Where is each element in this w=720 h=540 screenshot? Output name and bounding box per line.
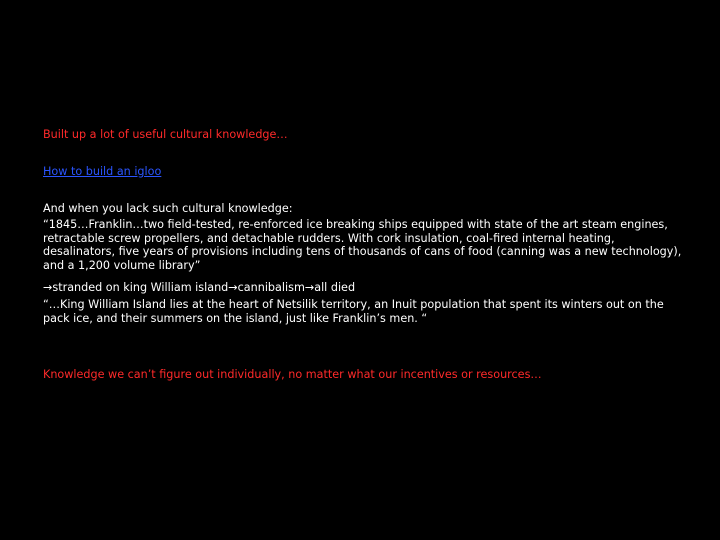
igloo-link[interactable]: How to build an igloo (43, 165, 162, 178)
franklin-quote: “1845…Franklin…two field-tested, re-enforced ice breaking ships equipped with state of the art steam engines, retractable screw propellers, and detachable rudders. With cork insulation, coal-fired internal heating, desalinators, five years of provisions including tens of thousands of cans of food (canning was a new technology), and a 1,200 volume library” (43, 218, 682, 272)
netsilik-quote: “…King William Island lies at the heart of Netsilik territory, an Inuit population that spent its winters out on the pack ice, and their summers on the island, just like Franklin’s men. “ (43, 298, 664, 325)
outcome-chain (43, 281, 683, 295)
conclusion-text: Knowledge we can’t figure out individually, no matter what our incentives or resources… (43, 368, 542, 381)
arrow-right-icon: → (228, 281, 238, 294)
arrow-right-icon: → (43, 281, 53, 294)
lack-knowledge-heading: And when you lack such cultural knowledge: (43, 202, 293, 215)
arrow-right-icon: → (304, 281, 315, 294)
chain-step-cannibalism: cannibalism (237, 281, 305, 294)
intro-text: Built up a lot of useful cultural knowledge… (43, 128, 288, 141)
chain-step-stranded: stranded on king William island (52, 281, 229, 294)
chain-step-all-died: all died (314, 281, 356, 294)
